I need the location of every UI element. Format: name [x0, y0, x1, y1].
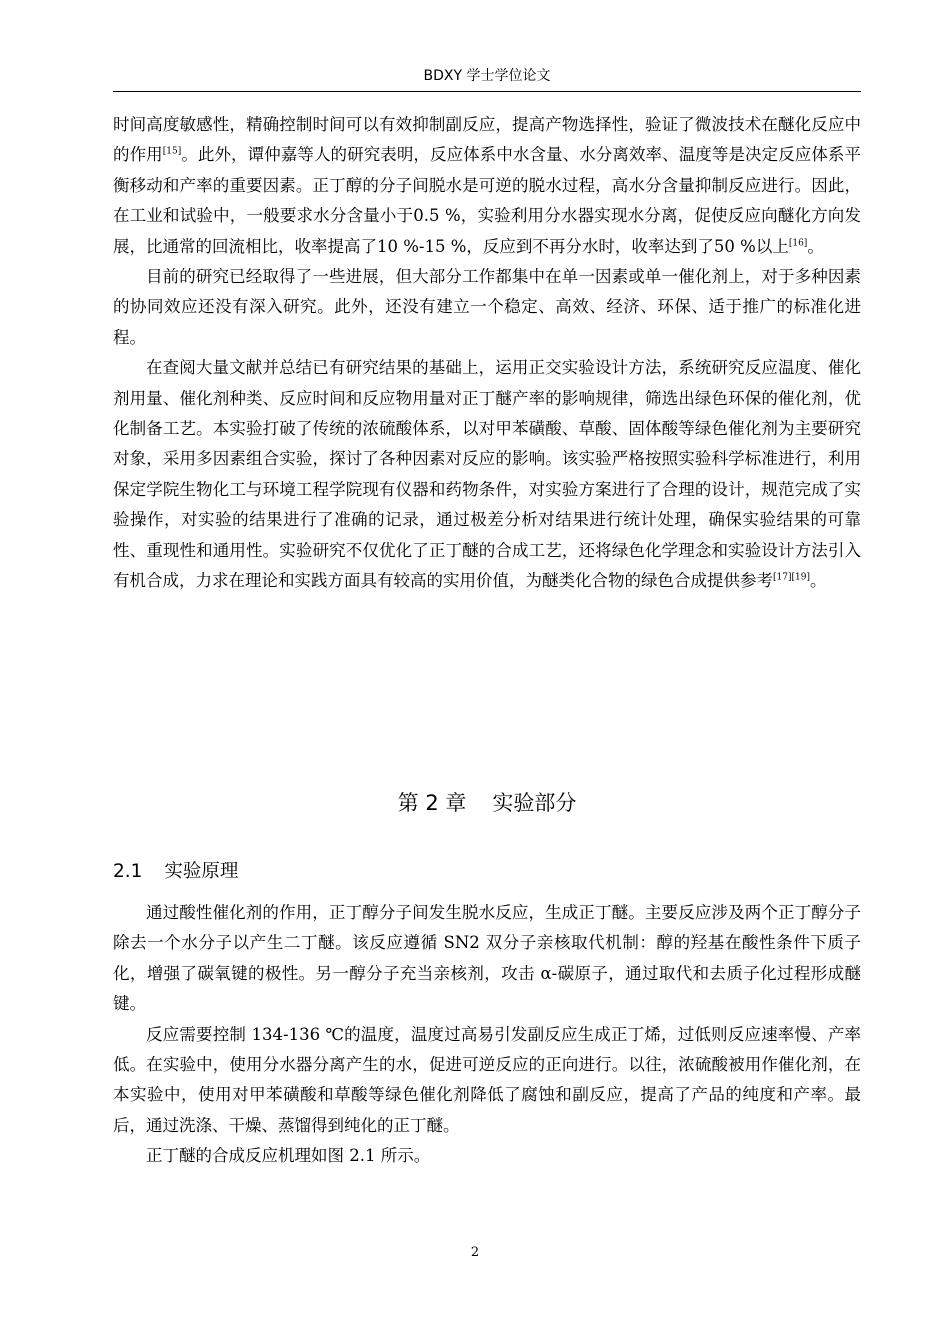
chapter-title: 实验部分: [492, 791, 577, 815]
section-heading: [113, 858, 238, 886]
paragraph: 通过酸性催化剂的作用，正丁醇分子间发生脱水反应，生成正丁醚。主要反应涉及两个正丁醇分子除去一个水分子以产生二丁醚。该反应遵循 SN2 双分子亲核取代机制：醇的羟基在酸性条件下质子化，增强了碳氧键的极性。另一醇分子充当亲核剂，攻击 α-碳原子，通过取代和去质子化过程形成醚键。: [113, 903, 861, 1014]
paragraph: 正丁醚的合成反应机理如图 2.1 所示。: [146, 1146, 431, 1166]
paragraph: 反应需要控制 134-136 ℃的温度，温度过高易引发副反应生成正丁烯，过低则反应速率慢、产率低。在实验中，使用分水器分离产生的水，促进可逆反应的正向进行。以往，浓硫酸被用作催化剂，在本实验中，使用对甲苯磺酸和草酸等绿色催化剂降低了腐蚀和副反应，提高了产品的纯度和产率。最后，通过洗涤、干燥、蒸馏得到纯化的正丁醚。: [113, 1024, 861, 1135]
citation: [16]: [788, 238, 808, 249]
paragraph-text: 。: [809, 571, 827, 591]
paragraph: [113, 262, 861, 353]
citation: [15]: [162, 146, 182, 157]
paragraph-text: 。: [807, 236, 824, 256]
citation: [17][19]: [773, 572, 810, 583]
paragraph: [113, 110, 861, 262]
paragraph-text: 目前的研究已经取得了一些进展，但大部分工作都集中在单一因素或单一催化剂上，对于多种因素的协同效应还没有深入研究。此外，还没有建立一个稳定、高效、经济、环保、适于推广的标准化进程。: [113, 267, 861, 347]
chapter-number: 第 2 章: [397, 791, 467, 815]
running-header: BDXY 学士学位论文: [423, 68, 551, 84]
page-number: 2: [470, 1245, 480, 1260]
intro-text-block: [113, 110, 861, 597]
section-title: 实验原理: [164, 861, 239, 882]
paragraph-text: 时间高度敏感性，精确控制时间可以有效抑制副反应，提高产物选择性，验证了微波技术在醚化反应中的作用: [113, 115, 861, 165]
paragraph-text: 。此外，谭仲嘉等人的研究表明，反应体系中水含量、水分离效率、温度等是决定反应体系平衡移动和产率的重要因素。正丁醇的分子间脱水是可逆的脱水过程，高水分含量抑制反应进行。因此，在工业和试验中，一般要求水分含量小于0.5 %，实验利用分水器实现水分离，促使反应向醚化方向发展，比通常的回流相比，收率提高了10 %-15 %，反应到不再分水时，收率达到了50 %以上: [113, 145, 862, 256]
section-number: 2.1: [113, 861, 143, 882]
paragraph: [113, 353, 861, 596]
principle-text-block: [113, 898, 861, 1172]
paragraph-text: 在查阅大量文献并总结已有研究结果的基础上，运用正交实验设计方法，系统研究反应温度、催化剂用量、催化剂种类、反应时间和反应物用量对正丁醚产率的影响规律，筛选出绿色环保的催化剂，优化制备工艺。本实验打破了传统的浓硫酸体系，以对甲苯磺酸、草酸、固体酸等绿色催化剂为主要研究对象，采用多因素组合实验，探讨了各种因素对反应的影响。该实验严格按照实验科学标准进行，利用保定学院生物化工与环境工程学院现有仪器和药物条件，对实验方案进行了合理的设计，规范完成了实验操作，对实验的结果进行了准确的记录，通过极差分析对结果进行统计处理，确保实验结果的可靠性、重现性和通用性。实验研究不仅优化了正丁醚的合成工艺，还将绿色化学理念和实验设计方法引入有机合成，力求在理论和实践方面具有较高的实用价值，为醚类化合物的绿色合成提供参考: [113, 358, 861, 591]
chapter-heading: [113, 788, 861, 818]
header-rule: [113, 91, 861, 92]
